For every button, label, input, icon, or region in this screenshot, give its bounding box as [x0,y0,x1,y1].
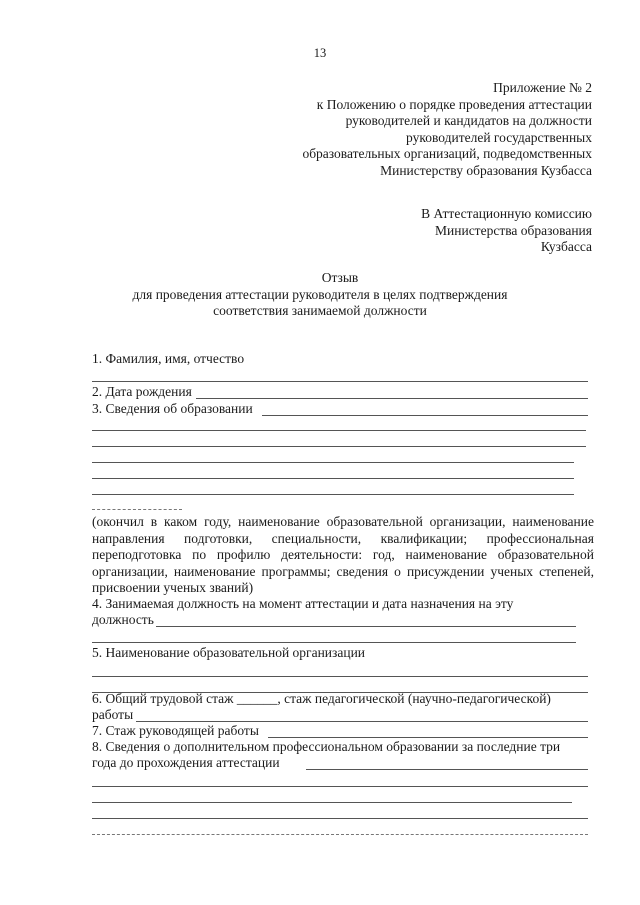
field-education-line[interactable] [92,509,182,510]
field-education-line[interactable] [92,430,586,431]
appendix-line: Приложение № 2 [493,80,592,95]
document-subtitle: соответствия занимаемой должности [213,303,427,318]
appendix-line: к Положению о порядке проведения аттестации [316,96,592,112]
field-additional-education-line[interactable] [306,769,588,770]
field-organization-line[interactable] [92,676,588,677]
appendix-line: руководителей государственных [406,129,592,145]
field-teaching-experience-line[interactable] [136,721,588,722]
field-full-name-label: 1. Фамилия, имя, отчество [92,351,245,366]
appendix-line: образовательных организаций, подведомственных [302,146,592,161]
appendix-block [302,80,592,179]
field-education-line[interactable] [92,446,586,447]
field-additional-education-line[interactable] [92,802,572,803]
field-education-note: (окончил в каком году, наименование образовательной организации, наименование направления подготовки, специальности, квалификации; профессиональная переподготовка по профилю деятельности: год, наименование образовательной организации, наименование программы; сведения о присуждении ученых степеней, присвоении ученых званий) [92,514,594,595]
field-total-experience-label-cont: работы [92,707,134,722]
addressee-block [421,206,592,256]
field-position-label: 4. Занимаемая должность на момент аттестации и дата назначения на эту [92,596,514,611]
field-full-name-line[interactable] [92,381,588,382]
field-position-line[interactable] [156,626,576,627]
field-additional-education-label: 8. Сведения о дополнительном профессиональном образовании за последние три [92,739,561,754]
field-education-line[interactable] [92,494,574,495]
page-number: 13 [313,46,327,60]
field-education-label: 3. Сведения об образовании [92,401,253,416]
field-education-line[interactable] [92,462,574,463]
field-management-experience-line[interactable] [268,737,588,738]
appendix-line: руководителей и кандидатов на должности [345,113,592,128]
appendix-line: Министерству образования Кузбасса [380,162,592,178]
field-position-label-cont: должность [92,612,154,627]
title-block [0,270,640,320]
document-title: Отзыв [321,270,359,285]
field-position-line[interactable] [92,642,576,643]
addressee-line: Министерства образования [435,222,592,238]
field-education-line[interactable] [92,478,574,479]
field-birth-date-label: 2. Дата рождения [92,384,192,399]
field-total-experience-label: 6. Общий трудовой стаж ______, стаж педагогической (научно-педагогической) [92,691,551,706]
field-education-line[interactable] [262,415,588,416]
document-subtitle: для проведения аттестации руководителя в целях подтверждения [132,286,508,302]
addressee-line: Кузбасса [540,239,592,254]
field-additional-education-line[interactable] [92,834,588,835]
field-additional-education-label-cont: года до прохождения аттестации [92,755,280,770]
field-birth-date-line[interactable] [196,398,588,399]
field-management-experience-label: 7. Стаж руководящей работы [92,723,259,738]
field-additional-education-line[interactable] [92,818,588,819]
field-additional-education-line[interactable] [92,786,588,787]
field-organization-label: 5. Наименование образовательной организации [92,645,366,660]
addressee-line: В Аттестационную комиссию [421,206,592,221]
